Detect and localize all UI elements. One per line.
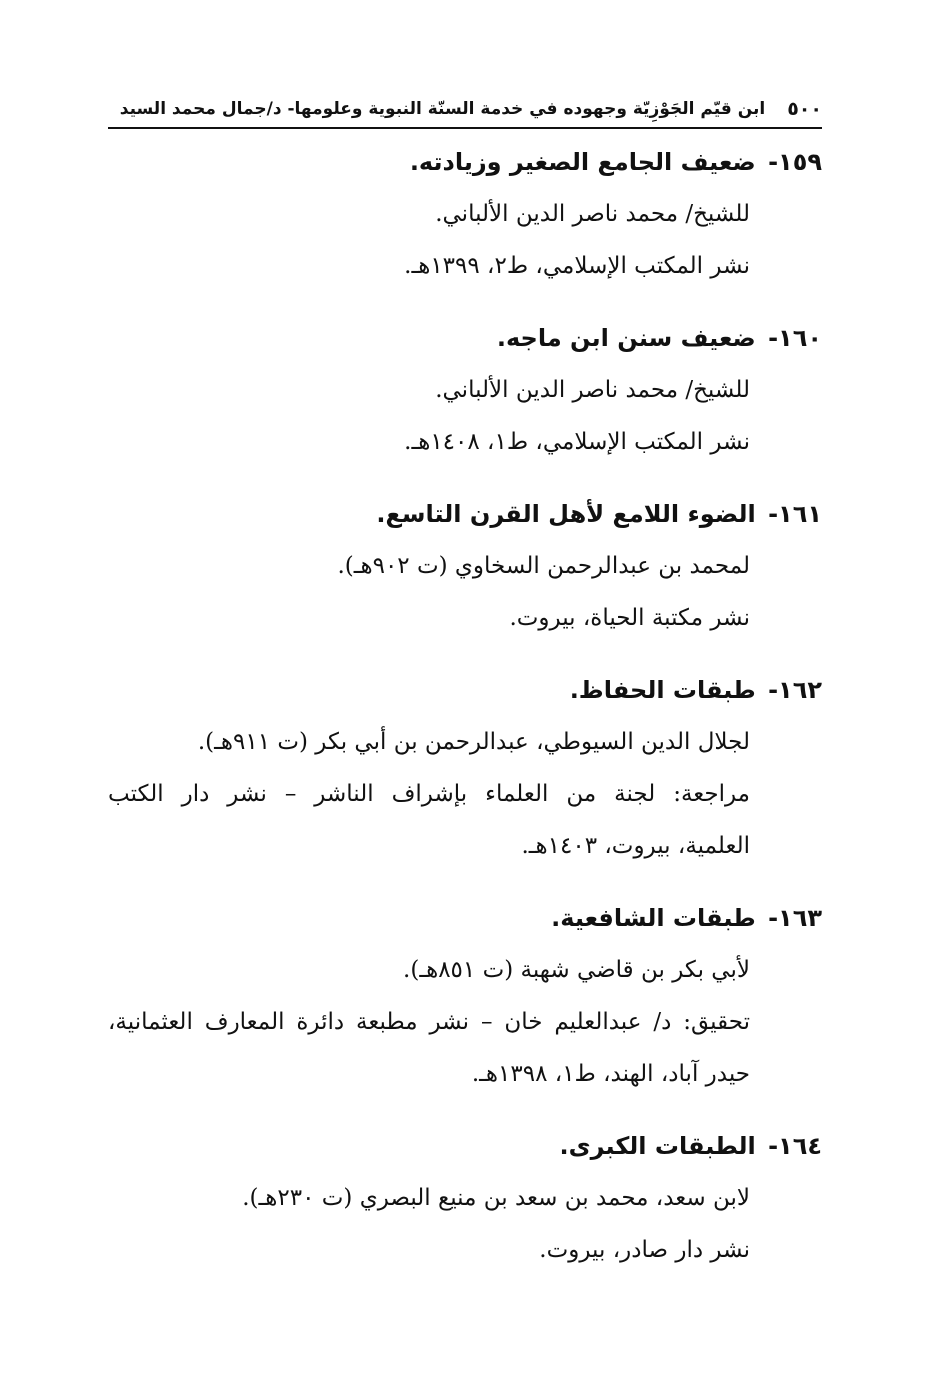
entry-number: ١٦٠- bbox=[768, 324, 822, 352]
running-header bbox=[108, 92, 822, 126]
bibliography-entry-159 bbox=[108, 136, 822, 292]
bibliography-entry-164 bbox=[108, 1120, 822, 1276]
bibliography-entry-160 bbox=[108, 312, 822, 468]
entry-title-text: ضعيف الجامع الصغير وزيادته. bbox=[409, 148, 756, 176]
entry-title bbox=[108, 312, 822, 364]
entry-author-line: لابن سعد، محمد بن سعد بن منيع البصري (ت ٢٣٠هـ). bbox=[242, 1185, 750, 1211]
entry-number: ١٦٤- bbox=[768, 1132, 822, 1160]
entry-editor-line: مراجعة: لجنة من العلماء بإشراف الناشر – نشر دار الكتب bbox=[108, 781, 750, 807]
entry-publisher-line: نشر مكتبة الحياة، بيروت. bbox=[509, 605, 750, 631]
page-number: ٥٠٠ bbox=[787, 98, 822, 120]
entry-publisher-line: نشر المكتب الإسلامي، ط٢، ١٣٩٩هـ. bbox=[404, 253, 750, 279]
entry-number: ١٦٣- bbox=[768, 904, 822, 932]
entry-number: ١٦٢- bbox=[768, 676, 822, 704]
entry-publisher-line: العلمية، بيروت، ١٤٠٣هـ. bbox=[521, 833, 750, 859]
entry-title bbox=[108, 664, 822, 716]
entry-publisher-line: نشر المكتب الإسلامي، ط١، ١٤٠٨هـ. bbox=[404, 429, 750, 455]
bibliography-entry-163 bbox=[108, 892, 822, 1100]
header-rule bbox=[108, 127, 822, 129]
bibliography-list bbox=[108, 136, 822, 1296]
entry-author-line: لمحمد بن عبدالرحمن السخاوي (ت ٩٠٢هـ). bbox=[337, 553, 750, 579]
entry-title bbox=[108, 488, 822, 540]
running-title: ابن قيّم الجَوْزِيّة وجهوده في خدمة السنّة النبوية وعلومها- د/جمال محمد السيد bbox=[119, 99, 766, 119]
entry-editor-line: تحقيق: د/ عبدالعليم خان – نشر مطبعة دائرة المعارف العثمانية، bbox=[108, 1009, 750, 1035]
entry-author-line: لجلال الدين السيوطي، عبدالرحمن بن أبي بكر (ت ٩١١هـ). bbox=[197, 729, 750, 755]
entry-author-line: للشيخ/ محمد ناصر الدين الألباني. bbox=[435, 377, 750, 403]
entry-publisher-line: حيدر آباد، الهند، ط١، ١٣٩٨هـ. bbox=[471, 1061, 750, 1087]
entry-title-text: ضعيف سنن ابن ماجه. bbox=[496, 324, 756, 352]
entry-title-text: طبقات الشافعية. bbox=[551, 904, 756, 932]
entry-title bbox=[108, 136, 822, 188]
entry-number: ١٥٩- bbox=[768, 148, 822, 176]
bibliography-entry-162 bbox=[108, 664, 822, 872]
entry-number: ١٦١- bbox=[768, 500, 822, 528]
entry-author-line: للشيخ/ محمد ناصر الدين الألباني. bbox=[435, 201, 750, 227]
entry-title-text: طبقات الحفاظ. bbox=[569, 676, 756, 704]
entry-author-line: لأبي بكر بن قاضي شهبة (ت ٨٥١هـ). bbox=[403, 957, 750, 983]
entry-title bbox=[108, 892, 822, 944]
entry-title-text: الطبقات الكبرى. bbox=[559, 1132, 756, 1160]
bibliography-entry-161 bbox=[108, 488, 822, 644]
entry-title bbox=[108, 1120, 822, 1172]
entry-title-text: الضوء اللامع لأهل القرن التاسع. bbox=[376, 500, 756, 528]
entry-publisher-line: نشر دار صادر، بيروت. bbox=[539, 1237, 750, 1263]
